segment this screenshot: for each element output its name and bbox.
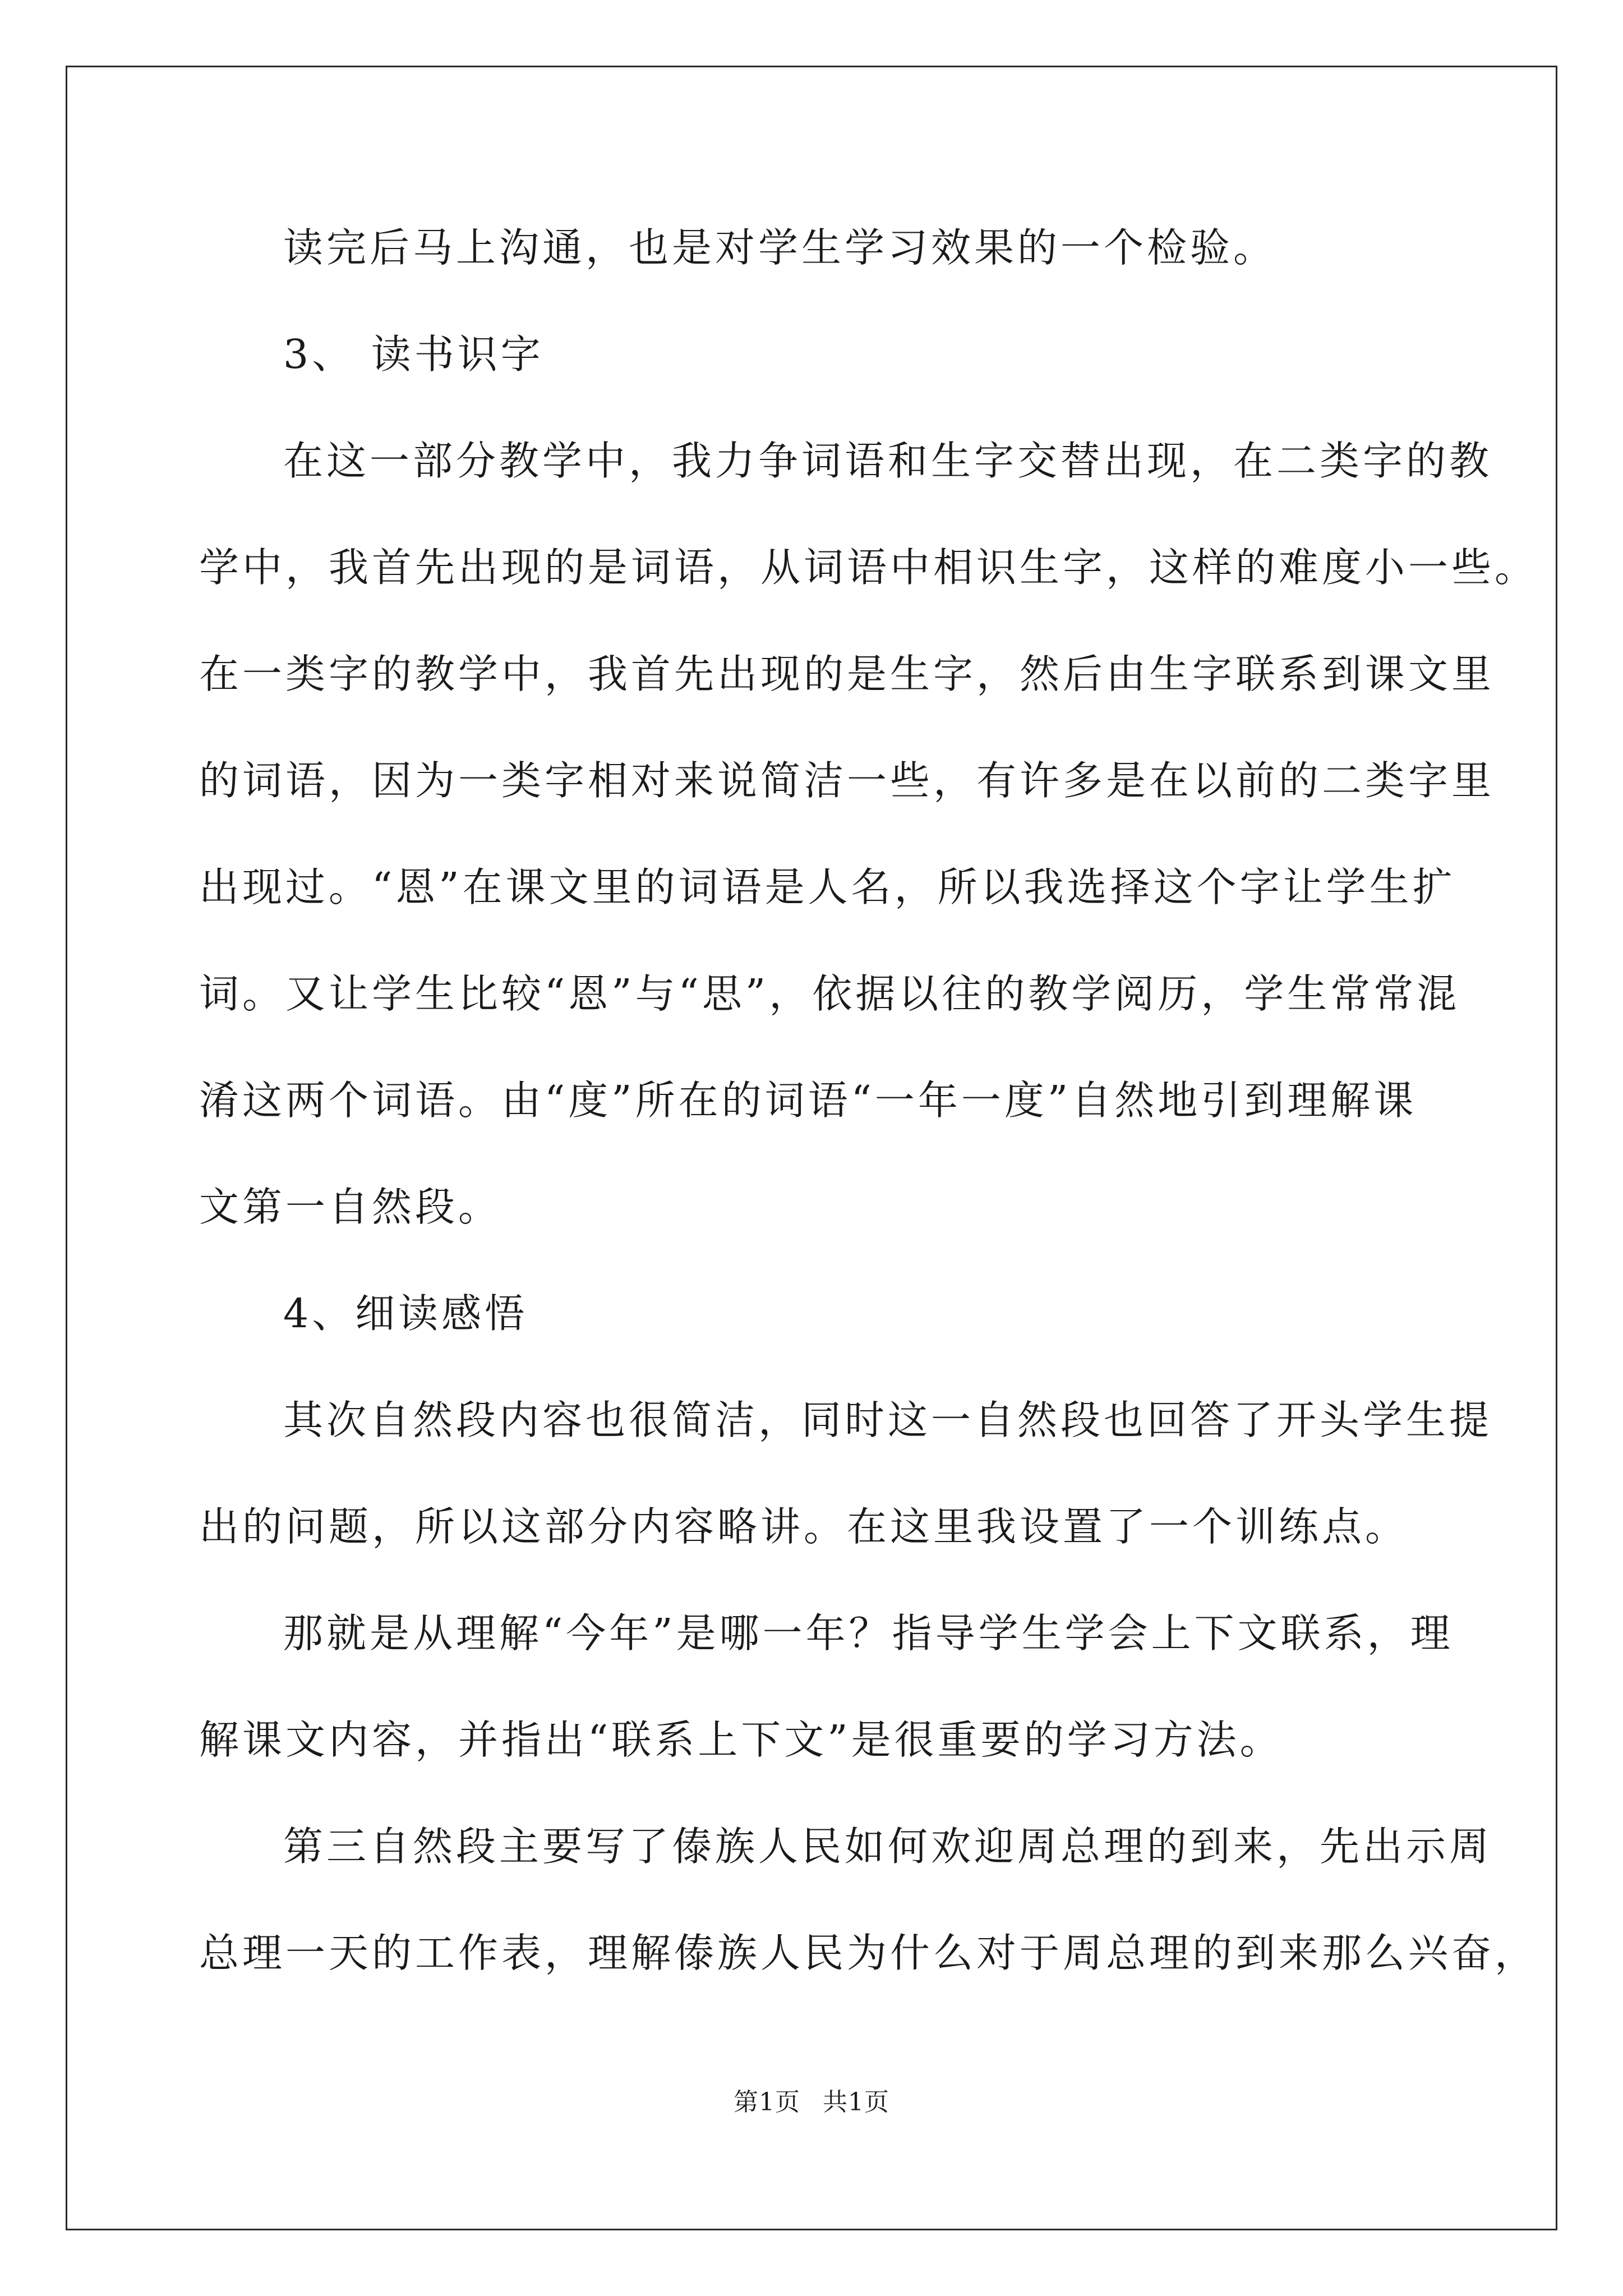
text-line: 解课文内容，并指出“联系上下文”是很重要的学习方法。	[199, 1717, 1283, 1763]
page-border	[66, 66, 1557, 2230]
section-heading-3: 3、 读书识字	[283, 331, 544, 378]
page-footer	[0, 2086, 1623, 2119]
text-line: 在这一部分教学中，我力争词语和生字交替出现，在二类字的教	[283, 438, 1493, 484]
page-total: 共1页	[823, 2088, 889, 2116]
text-line: 第三自然段主要写了傣族人民如何欢迎周总理的到来，先出示周	[283, 1823, 1493, 1870]
section-heading-4: 4、细读感悟	[283, 1290, 528, 1337]
text-line: 学中，我首先出现的是词语，从词语中相识生字，这样的难度小一些。	[199, 544, 1538, 591]
text-line: 其次自然段内容也很简洁，同时这一自然段也回答了开头学生提	[283, 1397, 1493, 1443]
text-line: 的词语，因为一类字相对来说简洁一些，有许多是在以前的二类字里	[199, 757, 1495, 804]
text-line: 读完后马上沟通，也是对学生学习效果的一个检验。	[283, 224, 1277, 271]
page-number: 第1页	[734, 2088, 800, 2116]
text-line: 出的问题，所以这部分内容略讲。在这里我设置了一个训练点。	[199, 1503, 1409, 1550]
text-line: 在一类字的教学中，我首先出现的是生字，然后由生字联系到课文里	[199, 651, 1495, 697]
text-line: 那就是从理解“今年”是哪一年？指导学生学会上下文联系，理	[283, 1610, 1454, 1657]
text-line: 淆这两个词语。由“度”所在的词语“一年一度”自然地引到理解课	[199, 1077, 1417, 1124]
text-line: 文第一自然段。	[199, 1184, 502, 1230]
text-line: 词。又让学生比较“恩”与“思”，依据以往的教学阅历，学生常常混	[199, 970, 1460, 1017]
text-line: 总理一天的工作表，理解傣族人民为什么对于周总理的到来那么兴奋，	[199, 1930, 1538, 1976]
text-line: 出现过。“恩”在课文里的词语是人名，所以我选择这个字让学生扩	[199, 864, 1456, 910]
